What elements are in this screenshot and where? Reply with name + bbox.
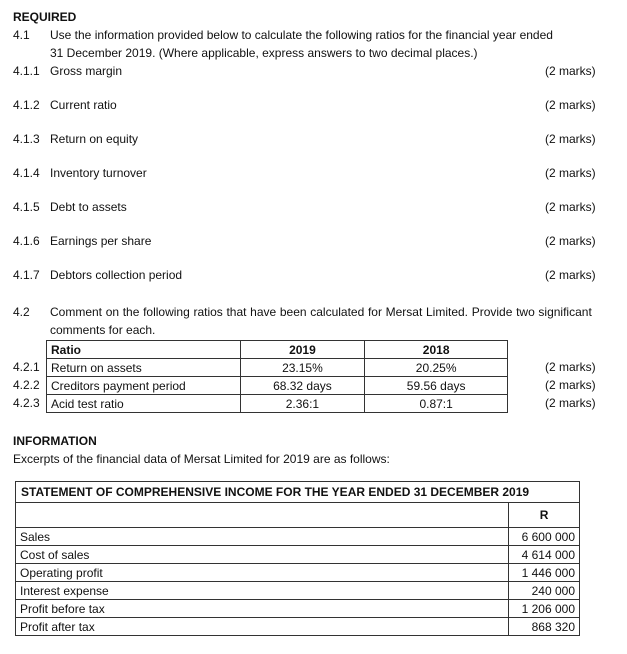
question-item-number: 4.1.1: [13, 64, 40, 78]
question-4-2-word: calculated: [310, 305, 365, 319]
question-item-label: Return on equity: [50, 132, 139, 146]
information-text: Excerpts of the financial data of Mersat Limited for 2019 are as follows:: [13, 452, 390, 466]
question-4-2-text-line1: [50, 305, 592, 319]
ratio-2019-cell: 2.36:1: [240, 395, 365, 413]
income-statement-row: [16, 528, 580, 546]
question-item-marks: (2 marks): [545, 234, 596, 248]
ratio-2018-cell: 59.56 days: [365, 377, 508, 395]
line-item-label: Sales: [16, 528, 509, 546]
line-item-value: 6 600 000: [509, 528, 580, 546]
income-statement-table: [15, 481, 580, 636]
information-heading: INFORMATION: [13, 434, 97, 448]
question-4-2-word: Comment: [50, 305, 103, 319]
question-4-2-word: been: [279, 305, 307, 319]
question-number-4-2: 4.2: [13, 305, 30, 319]
question-4-2-word: following: [143, 305, 190, 319]
ratio-question-number: 4.2.2: [13, 378, 40, 392]
ratio-2019-cell: 23.15%: [240, 359, 365, 377]
question-item-marks: (2 marks): [545, 166, 596, 180]
question-item-marks: (2 marks): [545, 132, 596, 146]
currency-header: R: [509, 503, 580, 528]
ratio-2018-cell: 20.25%: [365, 359, 508, 377]
line-item-label: Cost of sales: [16, 546, 509, 564]
question-4-2-word: the: [122, 305, 140, 319]
income-statement-row: [16, 582, 580, 600]
year-2019-column-header: 2019: [240, 341, 365, 359]
income-statement-row: [16, 618, 580, 636]
income-statement-row: [16, 564, 580, 582]
ratio-name-cell: Return on assets: [47, 359, 241, 377]
question-item-marks: (2 marks): [545, 64, 596, 78]
question-item-number: 4.1.5: [13, 200, 40, 214]
income-statement-row: [16, 546, 580, 564]
income-statement-currency-row: [16, 503, 580, 528]
income-statement-title-row: [16, 482, 580, 503]
line-item-value: 1 206 000: [509, 600, 580, 618]
question-item-label: Current ratio: [50, 98, 117, 112]
question-number-4-1: 4.1: [13, 28, 30, 42]
income-statement-title: STATEMENT OF COMPREHENSIVE INCOME FOR THE YEAR ENDED 31 DECEMBER 2019: [16, 482, 580, 503]
question-4-1-text-line2: 31 December 2019. (Where applicable, express answers to two decimal places.): [50, 46, 478, 60]
question-item-number: 4.1.7: [13, 268, 40, 282]
ratio-question-marks: (2 marks): [545, 396, 596, 410]
ratio-table-row: [47, 359, 508, 377]
ratio-2018-cell: 0.87:1: [365, 395, 508, 413]
line-item-label: Interest expense: [16, 582, 509, 600]
question-item-label: Earnings per share: [50, 234, 152, 248]
ratio-question-marks: (2 marks): [545, 360, 596, 374]
line-item-label: Operating profit: [16, 564, 509, 582]
question-item-number: 4.1.3: [13, 132, 40, 146]
ratio-table-row: [47, 395, 508, 413]
question-item-number: 4.1.6: [13, 234, 40, 248]
question-4-2-word: ratios: [193, 305, 223, 319]
ratio-question-number: 4.2.3: [13, 396, 40, 410]
ratio-name-cell: Creditors payment period: [47, 377, 241, 395]
question-4-2-text-line2: comments for each.: [50, 323, 156, 337]
line-item-value: 4 614 000: [509, 546, 580, 564]
question-item-number: 4.1.2: [13, 98, 40, 112]
question-4-2-word: two: [516, 305, 535, 319]
ratio-name-cell: Acid test ratio: [47, 395, 241, 413]
question-4-1-text-line1: Use the information provided below to calculate the following ratios for the financial year ended: [50, 28, 553, 42]
year-2018-column-header: 2018: [365, 341, 508, 359]
question-item-marks: (2 marks): [545, 268, 596, 282]
ratio-table-row: [47, 377, 508, 395]
question-item-label: Debtors collection period: [50, 268, 183, 282]
required-heading: REQUIRED: [13, 10, 77, 24]
question-4-2-word: on: [105, 305, 120, 319]
question-item-marks: (2 marks): [545, 98, 596, 112]
ratio-table-header: [47, 341, 508, 359]
question-4-2-word: that: [226, 305, 247, 319]
line-item-value: 240 000: [509, 582, 580, 600]
question-item-label: Inventory turnover: [50, 166, 147, 180]
question-4-2-word: Provide: [471, 305, 513, 319]
line-item-label: Profit before tax: [16, 600, 509, 618]
question-4-2-word: significant: [538, 305, 592, 319]
ratio-question-number: 4.2.1: [13, 360, 40, 374]
line-item-label: Profit after tax: [16, 618, 509, 636]
question-4-2-word: Mersat: [385, 305, 423, 319]
income-statement-row: [16, 600, 580, 618]
question-4-2-word: Limited.: [426, 305, 469, 319]
ratio-column-header: Ratio: [47, 341, 241, 359]
question-item-marks: (2 marks): [545, 200, 596, 214]
line-item-value: 1 446 000: [509, 564, 580, 582]
question-item-number: 4.1.4: [13, 166, 40, 180]
question-4-2-word: have: [250, 305, 277, 319]
question-item-label: Debt to assets: [50, 200, 127, 214]
ratio-question-marks: (2 marks): [545, 378, 596, 392]
ratio-table: [46, 340, 508, 413]
line-item-value: 868 320: [509, 618, 580, 636]
question-4-2-word: for: [367, 305, 382, 319]
question-item-label: Gross margin: [50, 64, 123, 78]
ratio-2019-cell: 68.32 days: [240, 377, 365, 395]
